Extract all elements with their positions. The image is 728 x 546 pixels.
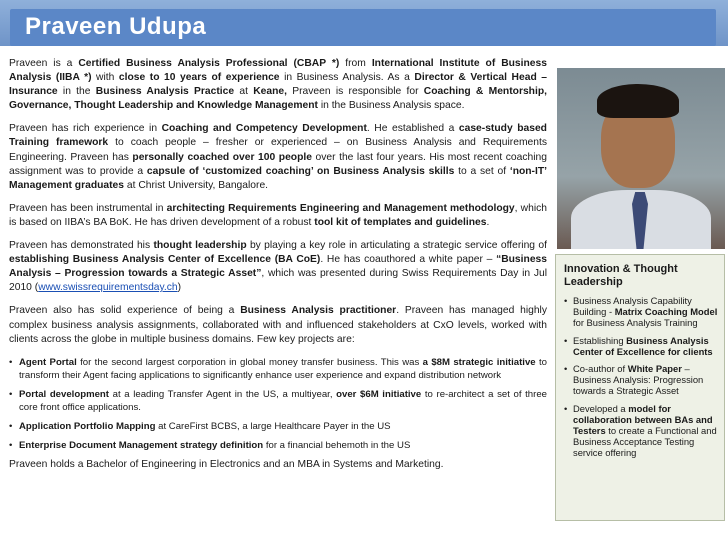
- bold-run: Director & Vertical Head – Insurance: [9, 72, 548, 98]
- bold-run: “Business Analysis – Progression towards a Strategic Asset”: [9, 254, 547, 280]
- title-banner: [0, 0, 728, 46]
- bold-run: model for collaboration between BAs and Testers: [573, 402, 713, 437]
- text-run: to coach people – fresher or experienced – on Business Analysis and Requirements Engineering. Praveen has: [9, 137, 547, 163]
- text-run: Praveen also has solid experience of being a: [9, 305, 241, 317]
- text-run: for Business Analysis Training: [573, 317, 698, 329]
- bio-paragraph-4: [9, 239, 547, 295]
- text-run: Praveen is responsible for: [287, 86, 424, 98]
- bold-run: tool kit of templates and guidelines: [314, 216, 487, 228]
- text-run: over the last four years. His most recent coaching assignment was to provide a: [9, 151, 548, 177]
- text-run: at: [234, 86, 254, 98]
- bold-run: Portal development: [19, 388, 109, 400]
- bold-run: over $6M initiative: [336, 388, 422, 400]
- bold-run: a $8M strategic initiative: [422, 356, 536, 368]
- text-run: Praveen has been instrumental in: [9, 202, 167, 214]
- bold-run: architecting Requirements Engineering and Management methodology: [166, 202, 515, 214]
- bold-run: establishing Business Analysis Center of Excellence (BA CoE): [9, 254, 321, 266]
- sidebar-title: Innovation & Thought Leadership: [564, 263, 678, 288]
- bold-run: Agent Portal: [19, 356, 77, 368]
- text-run: at a leading Transfer Agent in the US, a multiyear,: [109, 388, 337, 400]
- text-run: in the Business Analysis space.: [317, 100, 465, 112]
- text-run: , which is based on IIBA’s BA BoK. He has driven development of a robust: [9, 202, 547, 228]
- bold-run: Application Portfolio Mapping: [19, 420, 156, 432]
- sidebar-item: [564, 335, 718, 357]
- bold-run: Business Analysis Practice: [95, 86, 235, 98]
- project-item: [9, 439, 547, 452]
- project-list: [9, 356, 547, 452]
- project-item: [9, 420, 547, 433]
- sidebar-item: [564, 295, 718, 329]
- text-run: by playing a key role in articulating a strategic service offering of: [246, 240, 547, 252]
- bold-run: capsule of ‘customized coaching’ on Business Analysis skills: [146, 165, 455, 177]
- bold-run: International Institute of Business Analysis (IIBA *): [9, 58, 547, 84]
- text-run: Establishing: [573, 334, 627, 346]
- text-run: . He has coauthored a white paper –: [320, 254, 497, 266]
- text-run: , which was presented during Swiss Requirements Day in Jul 2010 (: [9, 268, 547, 294]
- project-item: [9, 388, 547, 414]
- bio-paragraph-6: [9, 458, 547, 472]
- text-run: Developed a: [573, 402, 629, 414]
- bold-run: Business Analysis Center of Excellence for clients: [573, 334, 713, 357]
- bold-run: thought leadership: [153, 240, 247, 252]
- bold-run: Coaching and Competency Development: [161, 123, 367, 135]
- text-run: – Business Analysis: Progression towards a Strategic Asset: [573, 363, 704, 397]
- text-run: for the second largest corporation in global money transfer business. This was: [76, 356, 423, 368]
- swiss-requirements-link[interactable]: www.swissrequirementsday.ch: [38, 282, 178, 294]
- text-run: .: [486, 216, 490, 228]
- photo-hair: [597, 84, 679, 118]
- bio-paragraph-2: [9, 122, 547, 192]
- title-bar: [10, 9, 716, 46]
- bold-run: Enterprise Document Management strategy definition: [19, 439, 264, 451]
- sidebar-item: [564, 403, 718, 459]
- bold-run: Certified Business Analysis Professional (CBAP *): [78, 58, 340, 69]
- profile-photo: [557, 68, 725, 249]
- text-run: . Praveen has managed highly complex business analysis assignments, collaborated with and influenced stakeholders at CxO levels, worked with clients across the globe in multiple business domains. Few key projects are:: [9, 305, 547, 345]
- bold-run: Keane,: [253, 86, 287, 98]
- text-run: Praveen has rich experience in: [9, 123, 162, 135]
- bio-paragraph-1: [9, 57, 547, 113]
- sidebar-item: [564, 363, 718, 397]
- text-run: for a financial behemoth in the US: [263, 439, 411, 451]
- text-run: to transform their Agent facing applications to significantly enhance user experience and expand distribution network: [19, 356, 547, 381]
- page-title: Praveen Udupa: [25, 13, 207, 40]
- text-run: in the: [57, 86, 96, 98]
- bold-run: close to 10 years of experience: [118, 72, 280, 84]
- text-run: with: [91, 72, 119, 84]
- text-run: . He established a: [366, 123, 459, 135]
- bold-run: case-study based Training framework: [9, 123, 547, 149]
- bio-paragraph-3: [9, 202, 547, 230]
- text-run: to re-architect a set of three core front office applications.: [19, 388, 547, 413]
- bold-run: Matrix Coaching Model: [614, 306, 718, 318]
- bold-run: White Paper: [627, 363, 682, 375]
- text-run: to a set of: [454, 165, 510, 177]
- bold-run: personally coached over 100 people: [132, 151, 312, 163]
- innovation-sidebar: [555, 254, 725, 521]
- bold-run: ‘non-IT’ Management graduates: [9, 165, 547, 191]
- bold-run: Business Analysis practitioner: [240, 305, 397, 317]
- text-run: at Christ University, Bangalore.: [124, 179, 269, 191]
- sidebar-list: [556, 295, 724, 459]
- text-run: Business Analysis Capability Building -: [573, 295, 692, 318]
- project-item: [9, 356, 547, 382]
- text-run: ): [177, 282, 182, 294]
- bio-body: [9, 57, 547, 481]
- text-run: Praveen holds a Bachelor of Engineering in Electronics and an MBA in Systems and Marketing.: [9, 458, 444, 470]
- text-run: Praveen has demonstrated his: [9, 240, 154, 252]
- text-run: at CareFirst BCBS, a large Healthcare Payer in the US: [155, 420, 391, 432]
- text-run: Praveen is a: [9, 58, 79, 69]
- bio-paragraph-5: [9, 304, 547, 346]
- bold-run: Coaching & Mentorship, Governance, Thought Leadership and Knowledge Management: [9, 86, 547, 112]
- text-run: in Business Analysis. As a: [279, 72, 415, 84]
- text-run: to create a Functional and Business Acceptance Testing service offering: [573, 425, 717, 459]
- text-run: from: [339, 58, 372, 69]
- text-run: Co-author of: [573, 363, 628, 375]
